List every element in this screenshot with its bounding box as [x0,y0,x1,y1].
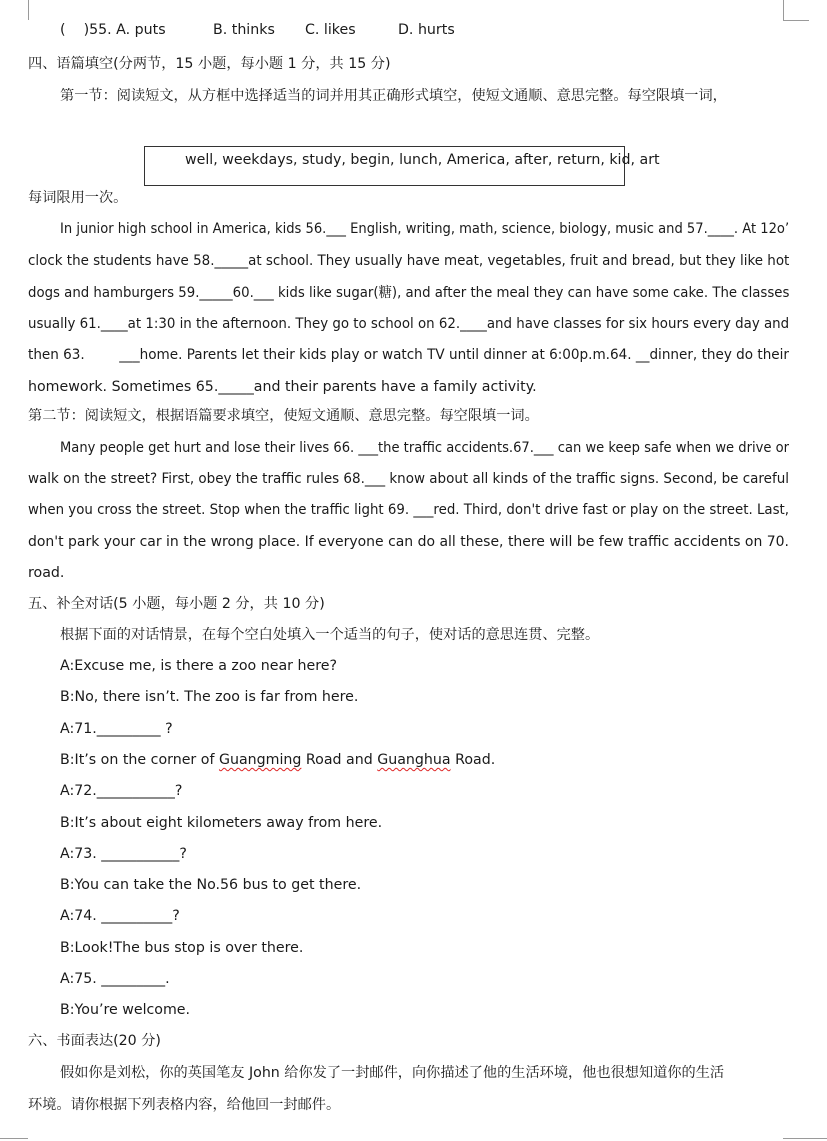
spellcheck-word: Guanghua [377,752,451,768]
section-6-text: 假如你是刘松，你的英国笔友 John 给你发了一封邮件，向你描述了他的生活环境，他也很想知道你的生活 [60,1065,725,1081]
q55-option-c: C. likes [305,22,356,38]
dialogue-line-71: A:71._________ ? [60,721,173,737]
dialogue-line: B:Look!The bus stop is over there. [60,940,304,956]
dialogue-line: B:You’re welcome. [60,1002,191,1018]
corner-mark-top-left-v [28,0,29,20]
section-4-title: 四、语篇填空(分两节，15 小题，每小题 1 分，共 15 分) [28,56,391,72]
passage-1-line: clock the students have 58._____at school. They usually have meat, vegetables, fruit and bread, but they like hot [28,253,790,269]
passage-2-line: road. [28,565,65,581]
corner-mark-top-right-h [783,20,809,21]
section-4-part1-instruction-end: 每词限用一次。 [28,190,128,206]
passage-1-line: dogs and hamburgers 59._____60.___ kids like sugar(糖), and after the meal they can have some cake. The classes [28,285,790,301]
corner-mark-bottom-right-h [783,1138,827,1139]
spellcheck-word: Guangming [218,752,302,768]
corner-mark-bottom-left-h [0,1138,28,1139]
q55-option-b: B. thinks [213,22,275,38]
dialogue-line: B:It’s about eight kilometers away from here. [60,815,383,831]
q55-option-a: ( )55. A. puts [60,22,166,38]
section-5-title: 五、补全对话(5 小题，每小题 2 分，共 10 分) [28,596,325,612]
section-5-instruction: 根据下面的对话情景，在每个空白处填入一个适当的句子，使对话的意思连贯、完整。 [60,627,600,643]
passage-1-line: usually 61.____at 1:30 in the afternoon. They go to school on 62.____and have classes for six hours every day and [28,316,790,332]
dialogue-line: B:You can take the No.56 bus to get there. [60,877,362,893]
passage-2-line: Many people get hurt and lose their lives 66. ___the traffic accidents.67.___ can we keep safe when we drive or [60,440,789,456]
passage-2-line: walk on the street? First, obey the traffic rules 68.___ know about all kinds of the traffic signs. Second, be careful [28,471,789,487]
passage-1-line: homework. Sometimes 65._____and their parents have a family activity. [28,379,537,395]
q55-option-d: D. hurts [398,22,455,38]
word-box [144,146,660,186]
dialogue-line: B:No, there isn’t. The zoo is far from here. [60,689,359,705]
section-6-title: 六、书面表达(20 分) [28,1033,161,1049]
passage-1-line: In junior high school in America, kids 56.___ English, writing, math, science, biology, music and 57.____. At 12o’ [60,221,790,237]
dialogue-text: B:It’s on the corner of [60,752,219,768]
dialogue-line-72: A:72.___________? [60,783,183,799]
section-4-part1-instruction: 第一节：阅读短文，从方框中选择适当的词并用其正确形式填空，使短文通顺、意思完整。每空限填一词， [60,88,727,104]
dialogue-line [60,750,789,770]
dialogue-line: A:Excuse me, is there a zoo near here? [60,658,338,674]
section-4-part2-instruction: 第二节：阅读短文，根据语篇要求填空，使短文通顺、意思完整。每空限填一词。 [28,408,539,424]
word-box-words: well, weekdays, study, begin, lunch, America, after, return, kid, art [185,152,660,168]
dialogue-text: Road. [450,752,496,768]
corner-mark-top-right-v [783,0,784,20]
dialogue-line-74: A:74. __________? [60,908,180,924]
passage-2-line: don't park your car in the wrong place. If everyone can do all these, there will be few traffic accidents on 70. [28,534,789,550]
dialogue-line-73: A:73. ___________? [60,846,187,862]
section-6-text: 环境。请你根据下列表格内容，给他回一封邮件。 [28,1097,341,1113]
dialogue-text: Road and [301,752,378,768]
passage-1-line: then 63. ___home. Parents let their kids play or watch TV until dinner at 6:00p.m.64. __dinner, they do their [28,347,789,363]
passage-2-line: when you cross the street. Stop when the traffic light 69. ___red. Third, don't drive fast or play on the street. Last, [28,502,789,518]
dialogue-line-75: A:75. _________. [60,971,170,987]
